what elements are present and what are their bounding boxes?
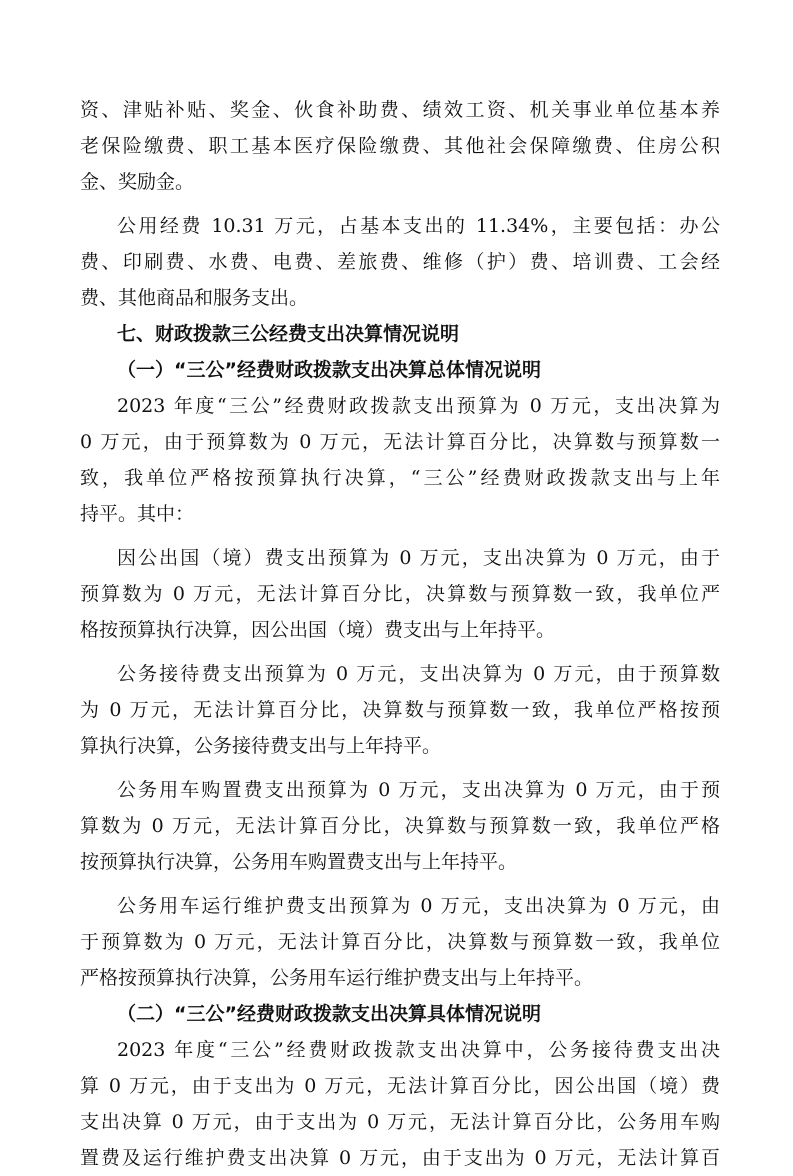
paragraph-three-public-overall: [80, 388, 720, 532]
text-line: 致，我单位严格按预算执行决算，“三公”经费财政拨款支出与上年: [80, 467, 720, 489]
paragraph-public-expenses: [80, 208, 720, 316]
text-line: 算执行决算，公务接待费支出与上年持平。: [80, 735, 442, 757]
paragraph-overseas-travel: [80, 540, 720, 648]
text-line: 算数为 0 万元，无法计算百分比，决算数与预算数一致，我单位严格: [80, 815, 720, 837]
subsection-heading-specific: （二）“三公”经费财政拨款支出决算具体情况说明: [117, 1003, 541, 1025]
document-page: [80, 92, 720, 1176]
text-line: 公务用车运行维护费支出预算为 0 万元，支出决算为 0 万元，由: [117, 895, 720, 917]
text-line: 为 0 万元，无法计算百分比，决算数与预算数一致，我单位严格按预: [80, 699, 720, 721]
paragraph-three-public-specific: [80, 1032, 720, 1176]
text-line: 于预算数为 0 万元，无法计算百分比，决算数与预算数一致，我单位: [80, 931, 720, 953]
text-line: 因公出国（境）费支出预算为 0 万元，支出决算为 0 万元，由于: [117, 547, 720, 569]
text-line: 公用经费 10.31 万元，占基本支出的 11.34%，主要包括：办公: [117, 215, 720, 237]
text-line: 0 万元，由于预算数为 0 万元，无法计算百分比，决算数与预算数一: [80, 431, 720, 453]
text-line: 持平。其中：: [80, 503, 195, 525]
text-line: 2023 年度“三公”经费财政拨款支出决算中，公务接待费支出决: [117, 1039, 720, 1061]
text-line: 老保险缴费、职工基本医疗保险缴费、其他社会保障缴费、住房公积: [80, 135, 720, 157]
text-line: 金、奖励金。: [80, 171, 195, 193]
text-line: 算 0 万元，由于支出为 0 万元，无法计算百分比，因公出国（境）费: [80, 1075, 720, 1097]
text-line: 资、津贴补贴、奖金、伙食补助费、绩效工资、机关事业单位基本养: [80, 99, 720, 121]
paragraph-reception: [80, 656, 720, 764]
text-line: 费、其他商品和服务支出。: [80, 287, 309, 309]
text-line: 公务用车购置费支出预算为 0 万元，支出决算为 0 万元，由于预: [117, 779, 720, 801]
text-line: 按预算执行决算，公务用车购置费支出与上年持平。: [80, 851, 518, 873]
paragraph-vehicle-purchase: [80, 772, 720, 880]
text-line: 公务接待费支出预算为 0 万元，支出决算为 0 万元，由于预算数: [117, 663, 720, 685]
paragraph-personnel-costs-continued: [80, 92, 720, 200]
subsection-heading-overall: （一）“三公”经费财政拨款支出决算总体情况说明: [117, 359, 541, 381]
text-line: 2023 年度“三公”经费财政拨款支出预算为 0 万元，支出决算为: [117, 395, 720, 417]
text-line: 费、印刷费、水费、电费、差旅费、维修（护）费、培训费、工会经: [80, 251, 720, 273]
text-line: 预算数为 0 万元，无法计算百分比，决算数与预算数一致，我单位严: [80, 583, 720, 605]
section-heading: 七、财政拨款三公经费支出决算情况说明: [117, 323, 460, 345]
paragraph-vehicle-operation: [80, 888, 720, 996]
text-line: 格按预算执行决算，因公出国（境）费支出与上年持平。: [80, 619, 556, 641]
text-line: 支出决算 0 万元，由于支出为 0 万元，无法计算百分比，公务用车购: [80, 1111, 720, 1133]
text-line: 置费及运行维护费支出决算 0 万元，由于支出为 0 万元，无法计算百: [80, 1147, 720, 1169]
text-line: 严格按预算执行决算，公务用车运行维护费支出与上年持平。: [80, 967, 594, 989]
